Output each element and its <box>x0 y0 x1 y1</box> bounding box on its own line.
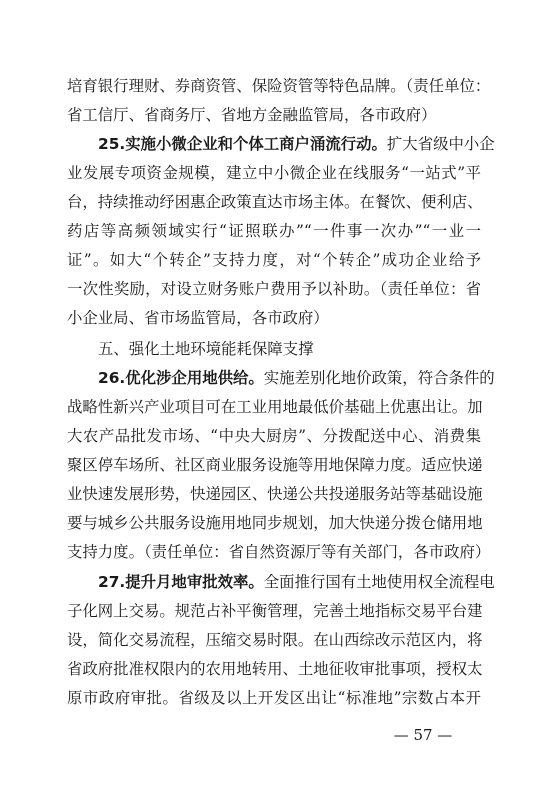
item-25-heading: 25.实施小微企业和个体工商户涌流行动。 <box>98 135 387 153</box>
paragraph-25-first-line <box>98 134 495 154</box>
text-line: 原市政府审批。省级及以上开发区出让“标准地”宗数占本开 <box>67 689 481 707</box>
text-line: 药店等高频领域实行“证照联办”“一件事一次办”“一业一 <box>67 222 481 240</box>
text-line: 证”。如大“个转企”支持力度，对“个转企”成功企业给予 <box>67 251 481 269</box>
text-line: 大农产品批发市场、“中央大厨房”、分拨配送中心、消费集 <box>67 427 481 445</box>
text-span: 全面推行国有土地使用权全流程电 <box>263 573 495 591</box>
text-line: 设，简化交易流程，压缩交易时限。在山西综改示范区内，将 <box>67 631 483 649</box>
text-line: 培育银行理财、券商资管、保险资管等特色品牌。（责任单位： <box>67 77 491 95</box>
page-number: — 57 — <box>393 726 453 744</box>
text-span: 实施差别化地价政策，符合条件的 <box>263 369 495 387</box>
text-line: 省政府批准权限内的农用地转用、土地征收审批事项，授权太 <box>67 660 483 678</box>
text-line: 业发展专项资金规模，建立中小微企业在线服务“一站式”平 <box>67 164 481 182</box>
text-line: 要与城乡公共服务设施用地同步规划，加大快递分拨仓储用地 <box>67 514 483 532</box>
text-line: 省工信厅、省商务厅、省地方金融监管局，各市政府） <box>67 106 437 124</box>
item-26-heading: 26.优化涉企用地供给。 <box>98 369 264 387</box>
text-line: 业快速发展形势，快递园区、快递公共投递服务站等基础设施 <box>67 485 483 503</box>
text-line: 一次性奖励，对设立财务账户费用予以补助。（责任单位：省 <box>67 280 481 298</box>
text-line: 小企业局、省市场监管局，各市政府） <box>67 309 329 327</box>
paragraph-26-first-line <box>98 368 495 388</box>
text-span: 扩大省级中小企 <box>386 135 495 153</box>
text-line: 支持力度。（责任单位：省自然资源厅等有关部门，各市政府） <box>67 543 491 561</box>
text-line: 聚区停车场所、社区商业服务设施等用地保障力度。适应快递 <box>67 456 483 474</box>
text-line: 子化网上交易。规范占补平衡管理，完善土地指标交易平台建 <box>67 602 483 620</box>
paragraph-27-first-line <box>98 572 495 592</box>
text-line: 战略性新兴产业项目可在工业用地最低价基础上优惠出让。加 <box>67 398 483 416</box>
section-heading: 五、强化土地环境能耗保障支撑 <box>98 340 314 358</box>
item-27-heading: 27.提升月地审批效率。 <box>98 573 264 591</box>
text-line: 台，持续推动纾困惠企政策直达市场主体。在餐饮、便利店、 <box>67 193 483 211</box>
